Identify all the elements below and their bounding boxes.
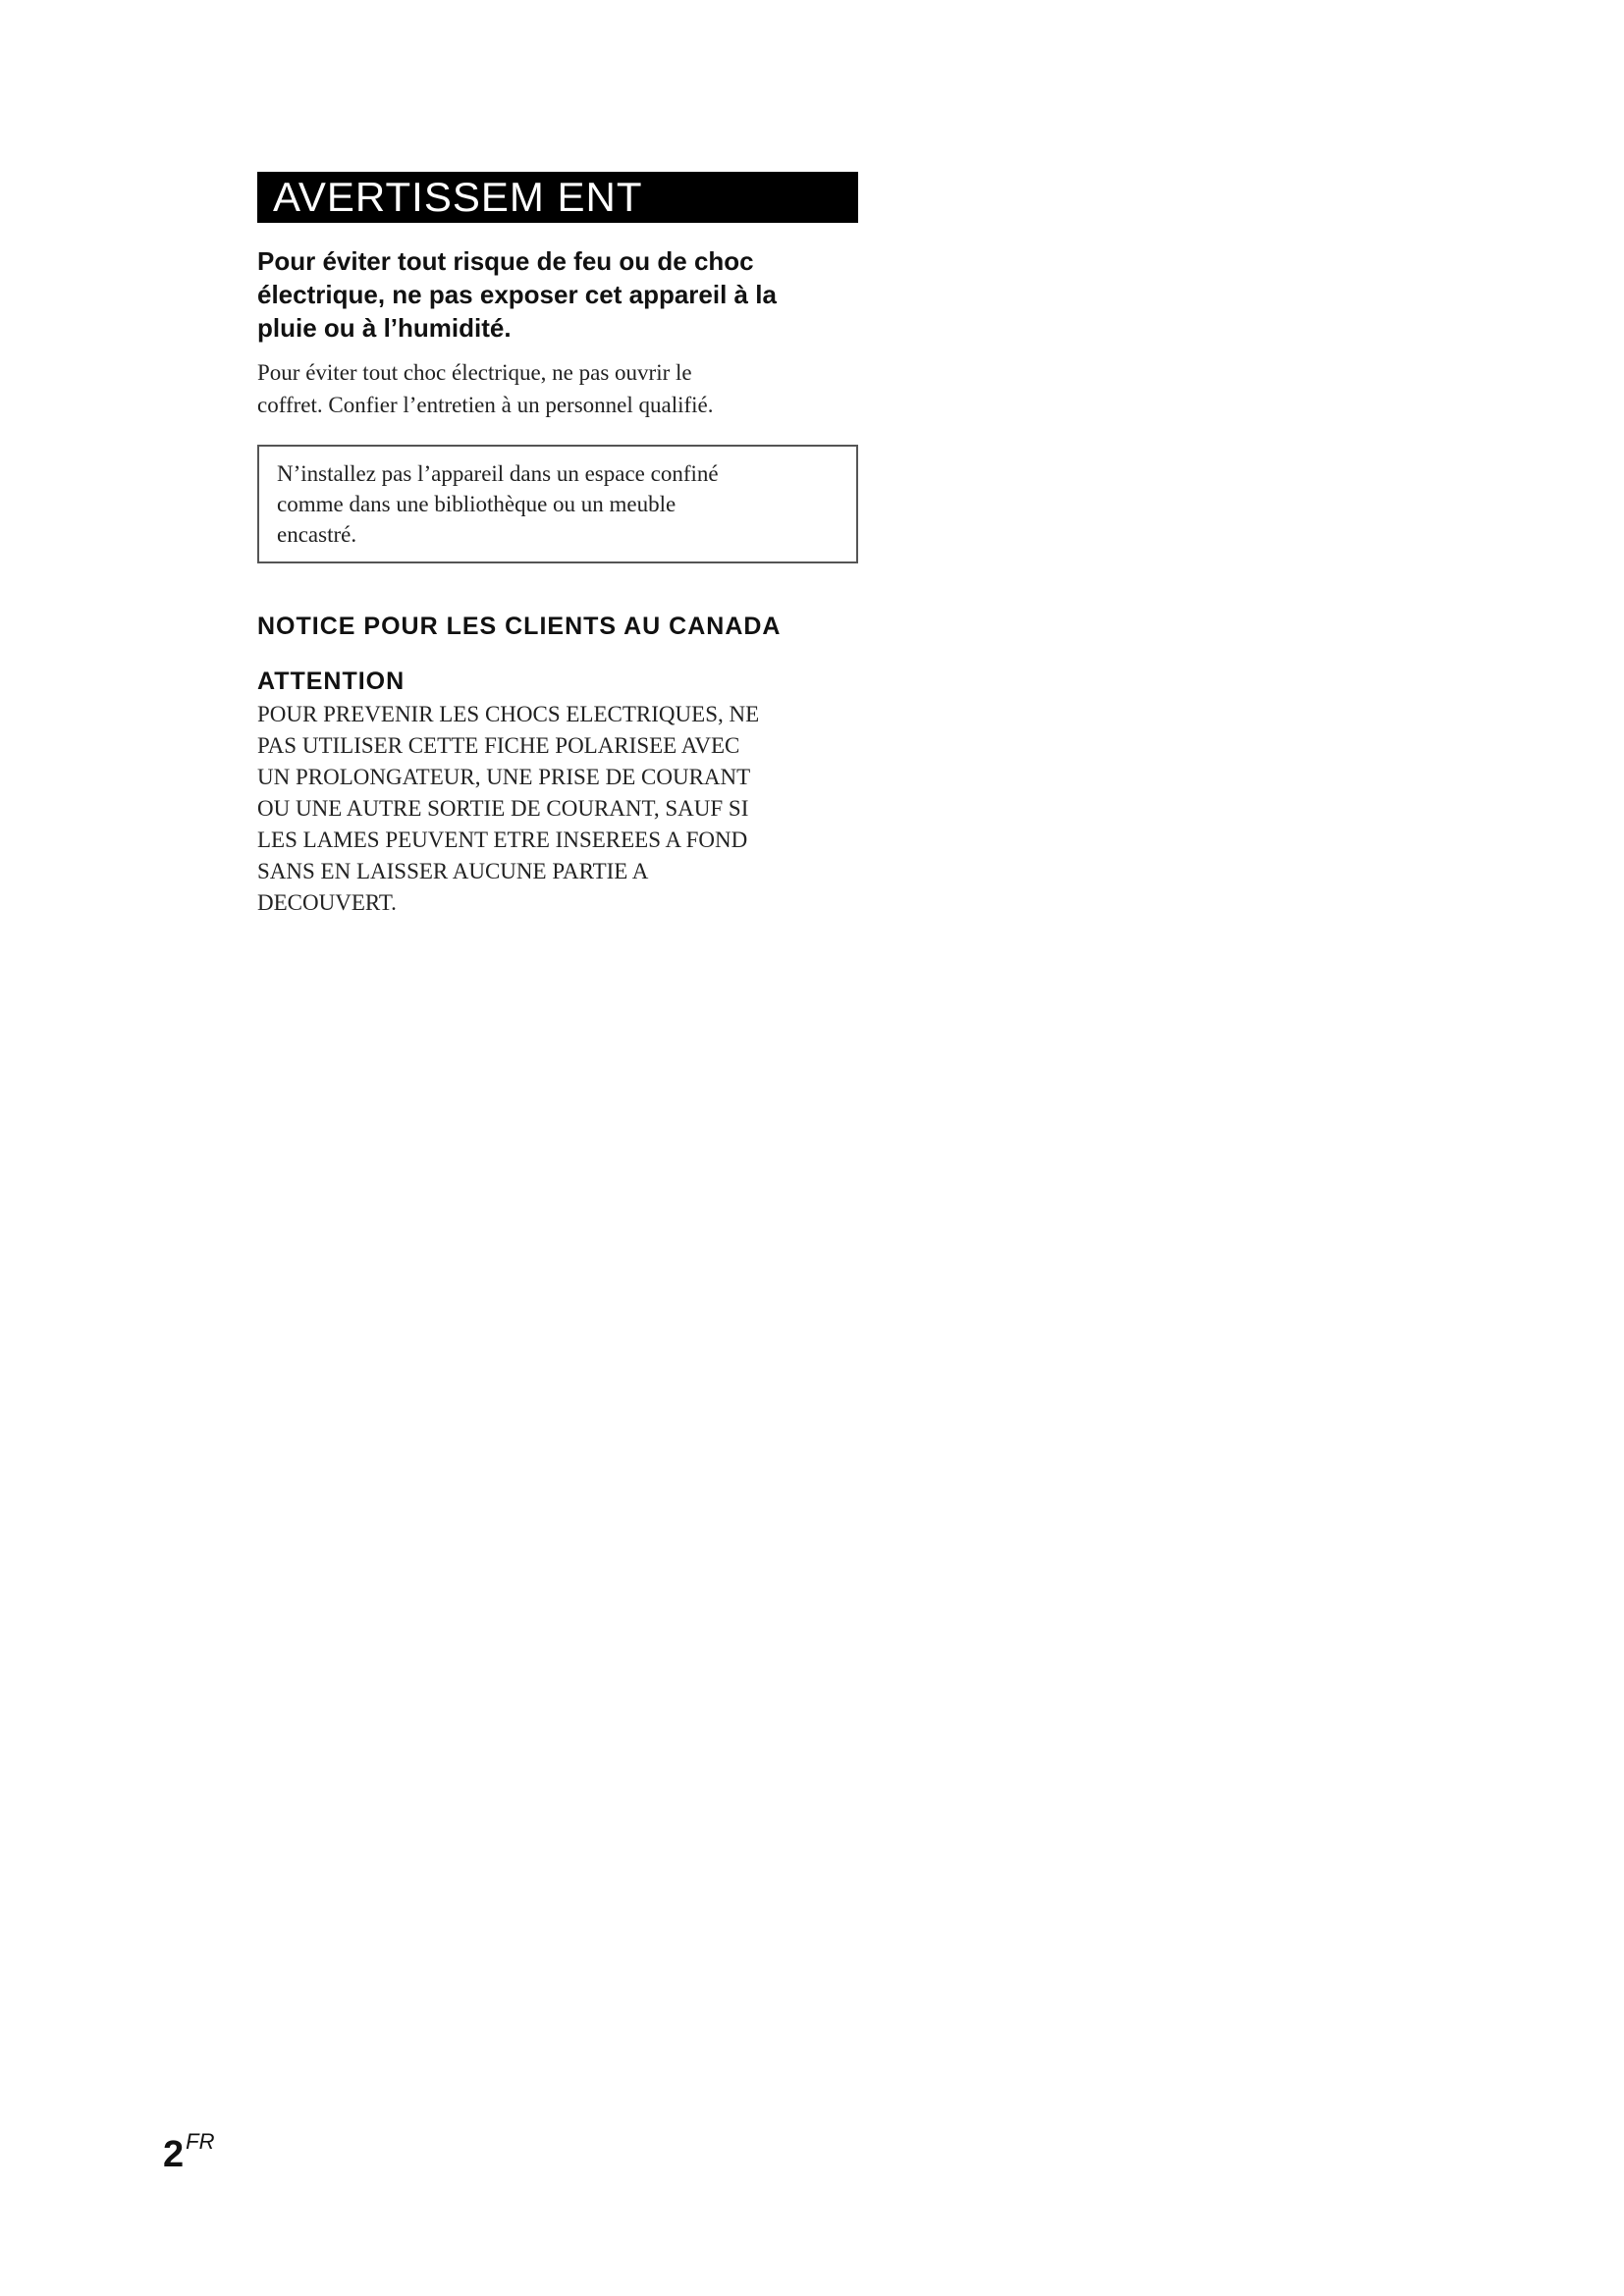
attention-line: LES LAMES PEUVENT ETRE INSEREES A FOND [257, 828, 748, 852]
warning-heading [257, 244, 858, 345]
page-content [257, 172, 858, 919]
attention-line: OU UNE AUTRE SORTIE DE COURANT, SAUF SI [257, 796, 749, 821]
warning-body-line: coffret. Confier l’entretien à un personnel qualifié. [257, 393, 714, 417]
page-number-value: 2 [163, 2134, 185, 2175]
page-number [163, 2120, 214, 2176]
warning-heading-line: électrique, ne pas exposer cet appareil à la [257, 280, 777, 309]
attention-line: POUR PREVENIR LES CHOCS ELECTRIQUES, NE [257, 702, 760, 726]
installation-note-line: encastré. [277, 522, 357, 547]
attention-line: DECOUVERT. [257, 890, 397, 915]
installation-note-line: comme dans une bibliothèque ou un meuble [277, 492, 677, 516]
installation-note-line: N’installez pas l’appareil dans un espace confiné [277, 461, 719, 486]
attention-line: UN PROLONGATEUR, UNE PRISE DE COURANT [257, 765, 751, 789]
attention-body [257, 699, 866, 919]
page-language-suffix: FR [186, 2129, 215, 2154]
attention-heading: ATTENTION [257, 667, 406, 695]
warning-body-line: Pour éviter tout choc électrique, ne pas ouvrir le [257, 360, 692, 385]
canada-notice-heading: NOTICE POUR LES CLIENTS AU CANADA [257, 613, 782, 640]
warning-heading-line: Pour éviter tout risque de feu ou de choc [257, 246, 754, 276]
warning-banner [257, 172, 858, 223]
attention-line: SANS EN LAISSER AUCUNE PARTIE A [257, 859, 649, 883]
warning-banner-title: AVERTISSEM ENT [273, 174, 643, 220]
installation-note-box [257, 445, 858, 563]
attention-line: PAS UTILISER CETTE FICHE POLARISEE AVEC [257, 733, 740, 758]
warning-body [257, 356, 858, 421]
warning-heading-line: pluie ou à l’humidité. [257, 313, 512, 343]
